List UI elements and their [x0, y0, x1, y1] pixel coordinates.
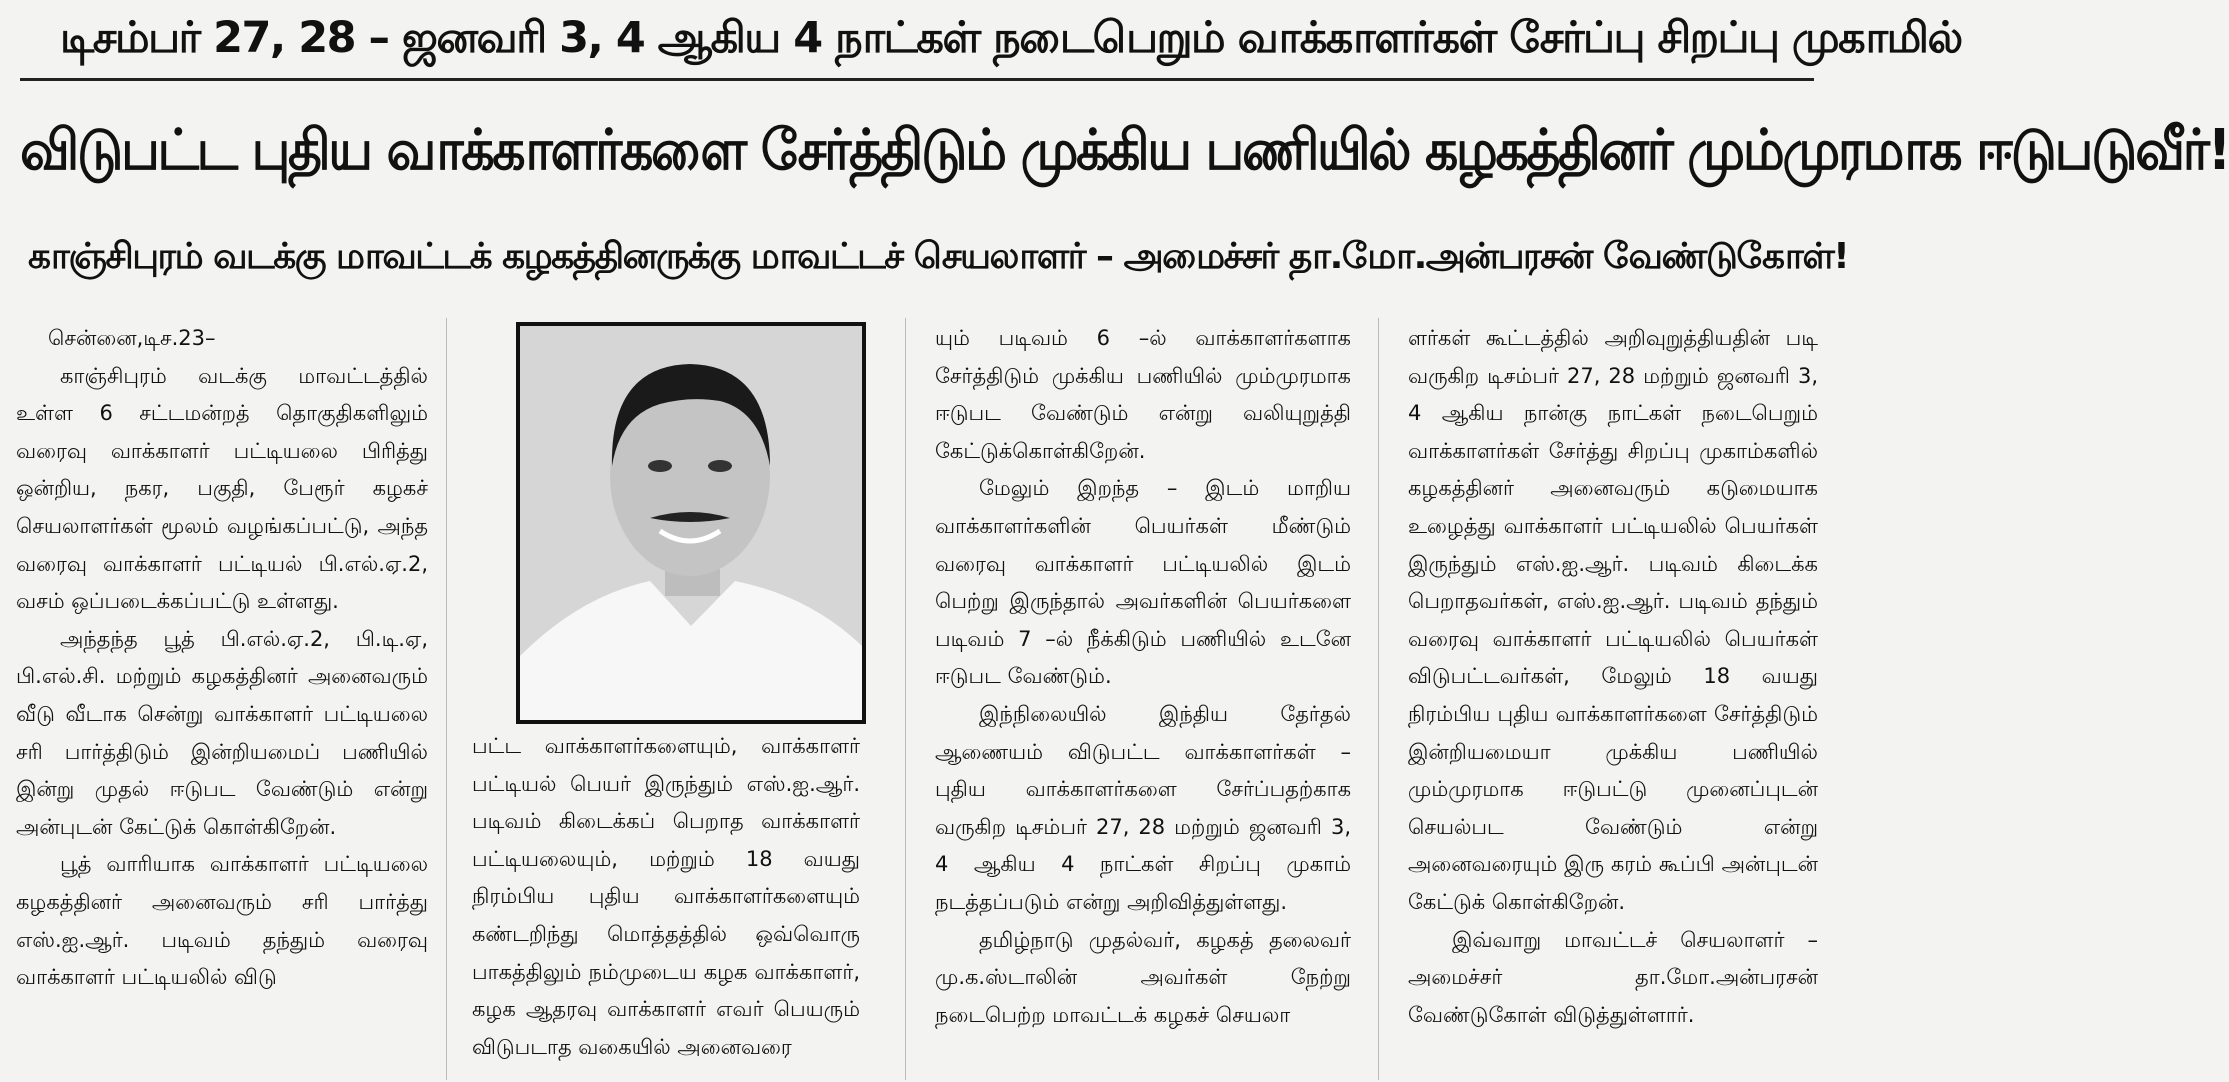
headline-divider — [20, 78, 1814, 81]
paragraph: இவ்வாறு மாவட்டச் செயலாளர் – அமைச்சர் தா.மோ.அன்பரசன் வேண்டுகோள் விடுத்துள்ளார். — [1408, 927, 1818, 1027]
column-divider — [905, 318, 906, 1080]
paragraph: இந்நிலையில் இந்திய தேர்தல் ஆணையம் விடுபட்ட வாக்காளர்கள் – புதிய வாக்காளர்களை சேர்ப்பதற்காக வருகிற டிசம்பர் 27, 28 மற்றும் ஜனவரி 3, 4 ஆகிய 4 நாட்கள் சிறப்பு முகாம் நடத்தப்படும் என்று அறிவித்துள்ளது. — [935, 701, 1351, 914]
paragraph: அந்தந்த பூத் பி.எல்.ஏ.2, பி.டி.ஏ, பி.எல்.சி. மற்றும் கழகத்தினர் அனைவரும் வீடு வீடாக சென்று வாக்காளர் பட்டியலை சரி பார்த்திடும் இன்றியமைப் பணியில் இன்று முதல் ஈடுபட வேண்டும் என்று அன்புடன் கேட்டுக் கொள்கிறேன். — [16, 626, 428, 839]
paragraph: பூத் வாரியாக வாக்காளர் பட்டியலை கழகத்தினர் அனைவரும் சரி பார்த்து எஸ்.ஐ.ஆர். படிவம் தந்தும் வரைவு வாக்காளர் பட்டியலில் விடு — [16, 852, 428, 990]
article-column-3 — [935, 320, 1351, 1078]
column-divider — [446, 318, 447, 1080]
article-column-2 — [472, 728, 860, 1078]
paragraph: மேலும் இறந்த – இடம் மாறிய வாக்காளர்களின் பெயர்கள் மீண்டும் வரைவு வாக்காளர் பட்டியலில் இடம் பெற்று இருந்தால் அவர்களின் பெயர்களை படிவம் 7 –ல் நீக்கிடும் பணியில் உடனே ஈடுபட வேண்டும். — [935, 476, 1351, 689]
portrait-photo-icon — [520, 326, 862, 720]
paragraph: ளர்கள் கூட்டத்தில் அறிவுறுத்தியதின் படி வருகிற டிசம்பர் 27, 28 மற்றும் ஜனவரி 3, 4 ஆகிய நான்கு நாட்கள் நடைபெறும் வாக்காளர்கள் சேர்த்து சிறப்பு முகாம்களில் கழகத்தினர் அனைவரும் கடுமையாக உழைத்து வாக்காளர் பட்டியலில் பெயர்கள் இருந்தும் எஸ்.ஐ.ஆர். படிவம் கிடைக்க பெறாதவர்கள், எஸ்.ஐ.ஆர். படிவம் தந்தும் வரைவு வாக்காளர் பட்டியலில் பெயர்கள் விடுபட்டவர்கள், மேலும் 18 வயது நிரம்பிய புதிய வாக்காளர்களை சேர்த்திடும் இன்றியமையா முக்கிய பணியில் மும்முரமாக ஈடுபட்டு முனைப்புடன் செயல்பட வேண்டும் என்று அனைவரையும் இரு கரம் கூப்பி அன்புடன் கேட்டுக் கொள்கிறேன். — [1408, 326, 1818, 914]
portrait-photo — [516, 322, 866, 724]
paragraph: காஞ்சிபுரம் வடக்கு மாவட்டத்தில் உள்ள 6 சட்டமன்றத் தொகுதிகளிலும் வரைவு வாக்காளர் பட்டியலை பிரித்து ஒன்றிய, நகர, பகுதி, பேரூர் கழகச் செயலாளர்கள் மூலம் வழங்கப்பட்டு, அந்த வரைவு வாக்காளர் பட்டியல் பி.எல்.ஏ.2, வசம் ஒப்படைக்கப்பட்டு உள்ளது. — [16, 363, 428, 614]
paragraph: தமிழ்நாடு முதல்வர், கழகத் தலைவர் மு.க.ஸ்டாலின் அவர்கள் நேற்று நடைபெற்ற மாவட்டக் கழகச் செயலா — [935, 927, 1351, 1027]
article-column-1 — [16, 320, 428, 1078]
column-divider — [1378, 318, 1379, 1080]
paragraph: யும் படிவம் 6 –ல் வாக்காளர்களாக சேர்த்திடும் முக்கிய பணியில் மும்முரமாக ஈடுபட வேண்டும் என்று வலியுறுத்தி கேட்டுக்கொள்கிறேன். — [935, 326, 1351, 463]
article-column-4 — [1408, 320, 1818, 1078]
dateline: சென்னை,டிச.23– — [48, 326, 216, 350]
headline-top: டிசம்பர் 27, 28 – ஜனவரி 3, 4 ஆகிய 4 நாட்கள் நடைபெறும் வாக்காளர்கள் சேர்ப்பு சிறப்பு முகாமில் — [60, 13, 1962, 63]
headline-main: விடுபட்ட புதிய வாக்காளர்களை சேர்த்திடும் முக்கிய பணியில் கழகத்தினர் மும்முரமாக ஈடுபடுவீர்! — [20, 118, 2229, 183]
paragraph: பட்ட வாக்காளர்களையும், வாக்காளர் பட்டியல் பெயர் இருந்தும் எஸ்.ஐ.ஆர். படிவம் கிடைக்கப் பெறாத வாக்காளர் பட்டியலையும், மற்றும் 18 வயது நிரம்பிய புதிய வாக்காளர்களையும் கண்டறிந்து மொத்தத்தில் ஒவ்வொரு பாகத்திலும் நம்முடைய கழக வாக்காளர், கழக ஆதரவு வாக்காளர் எவர் பெயரும் விடுபடாத வகையில் அனைவரை — [472, 734, 860, 1059]
headline-sub: காஞ்சிபுரம் வடக்கு மாவட்டக் கழகத்தினருக்கு மாவட்டச் செயலாளர் – அமைச்சர் தா.மோ.அன்பரசன் வேண்டுகோள்! — [28, 236, 1849, 277]
